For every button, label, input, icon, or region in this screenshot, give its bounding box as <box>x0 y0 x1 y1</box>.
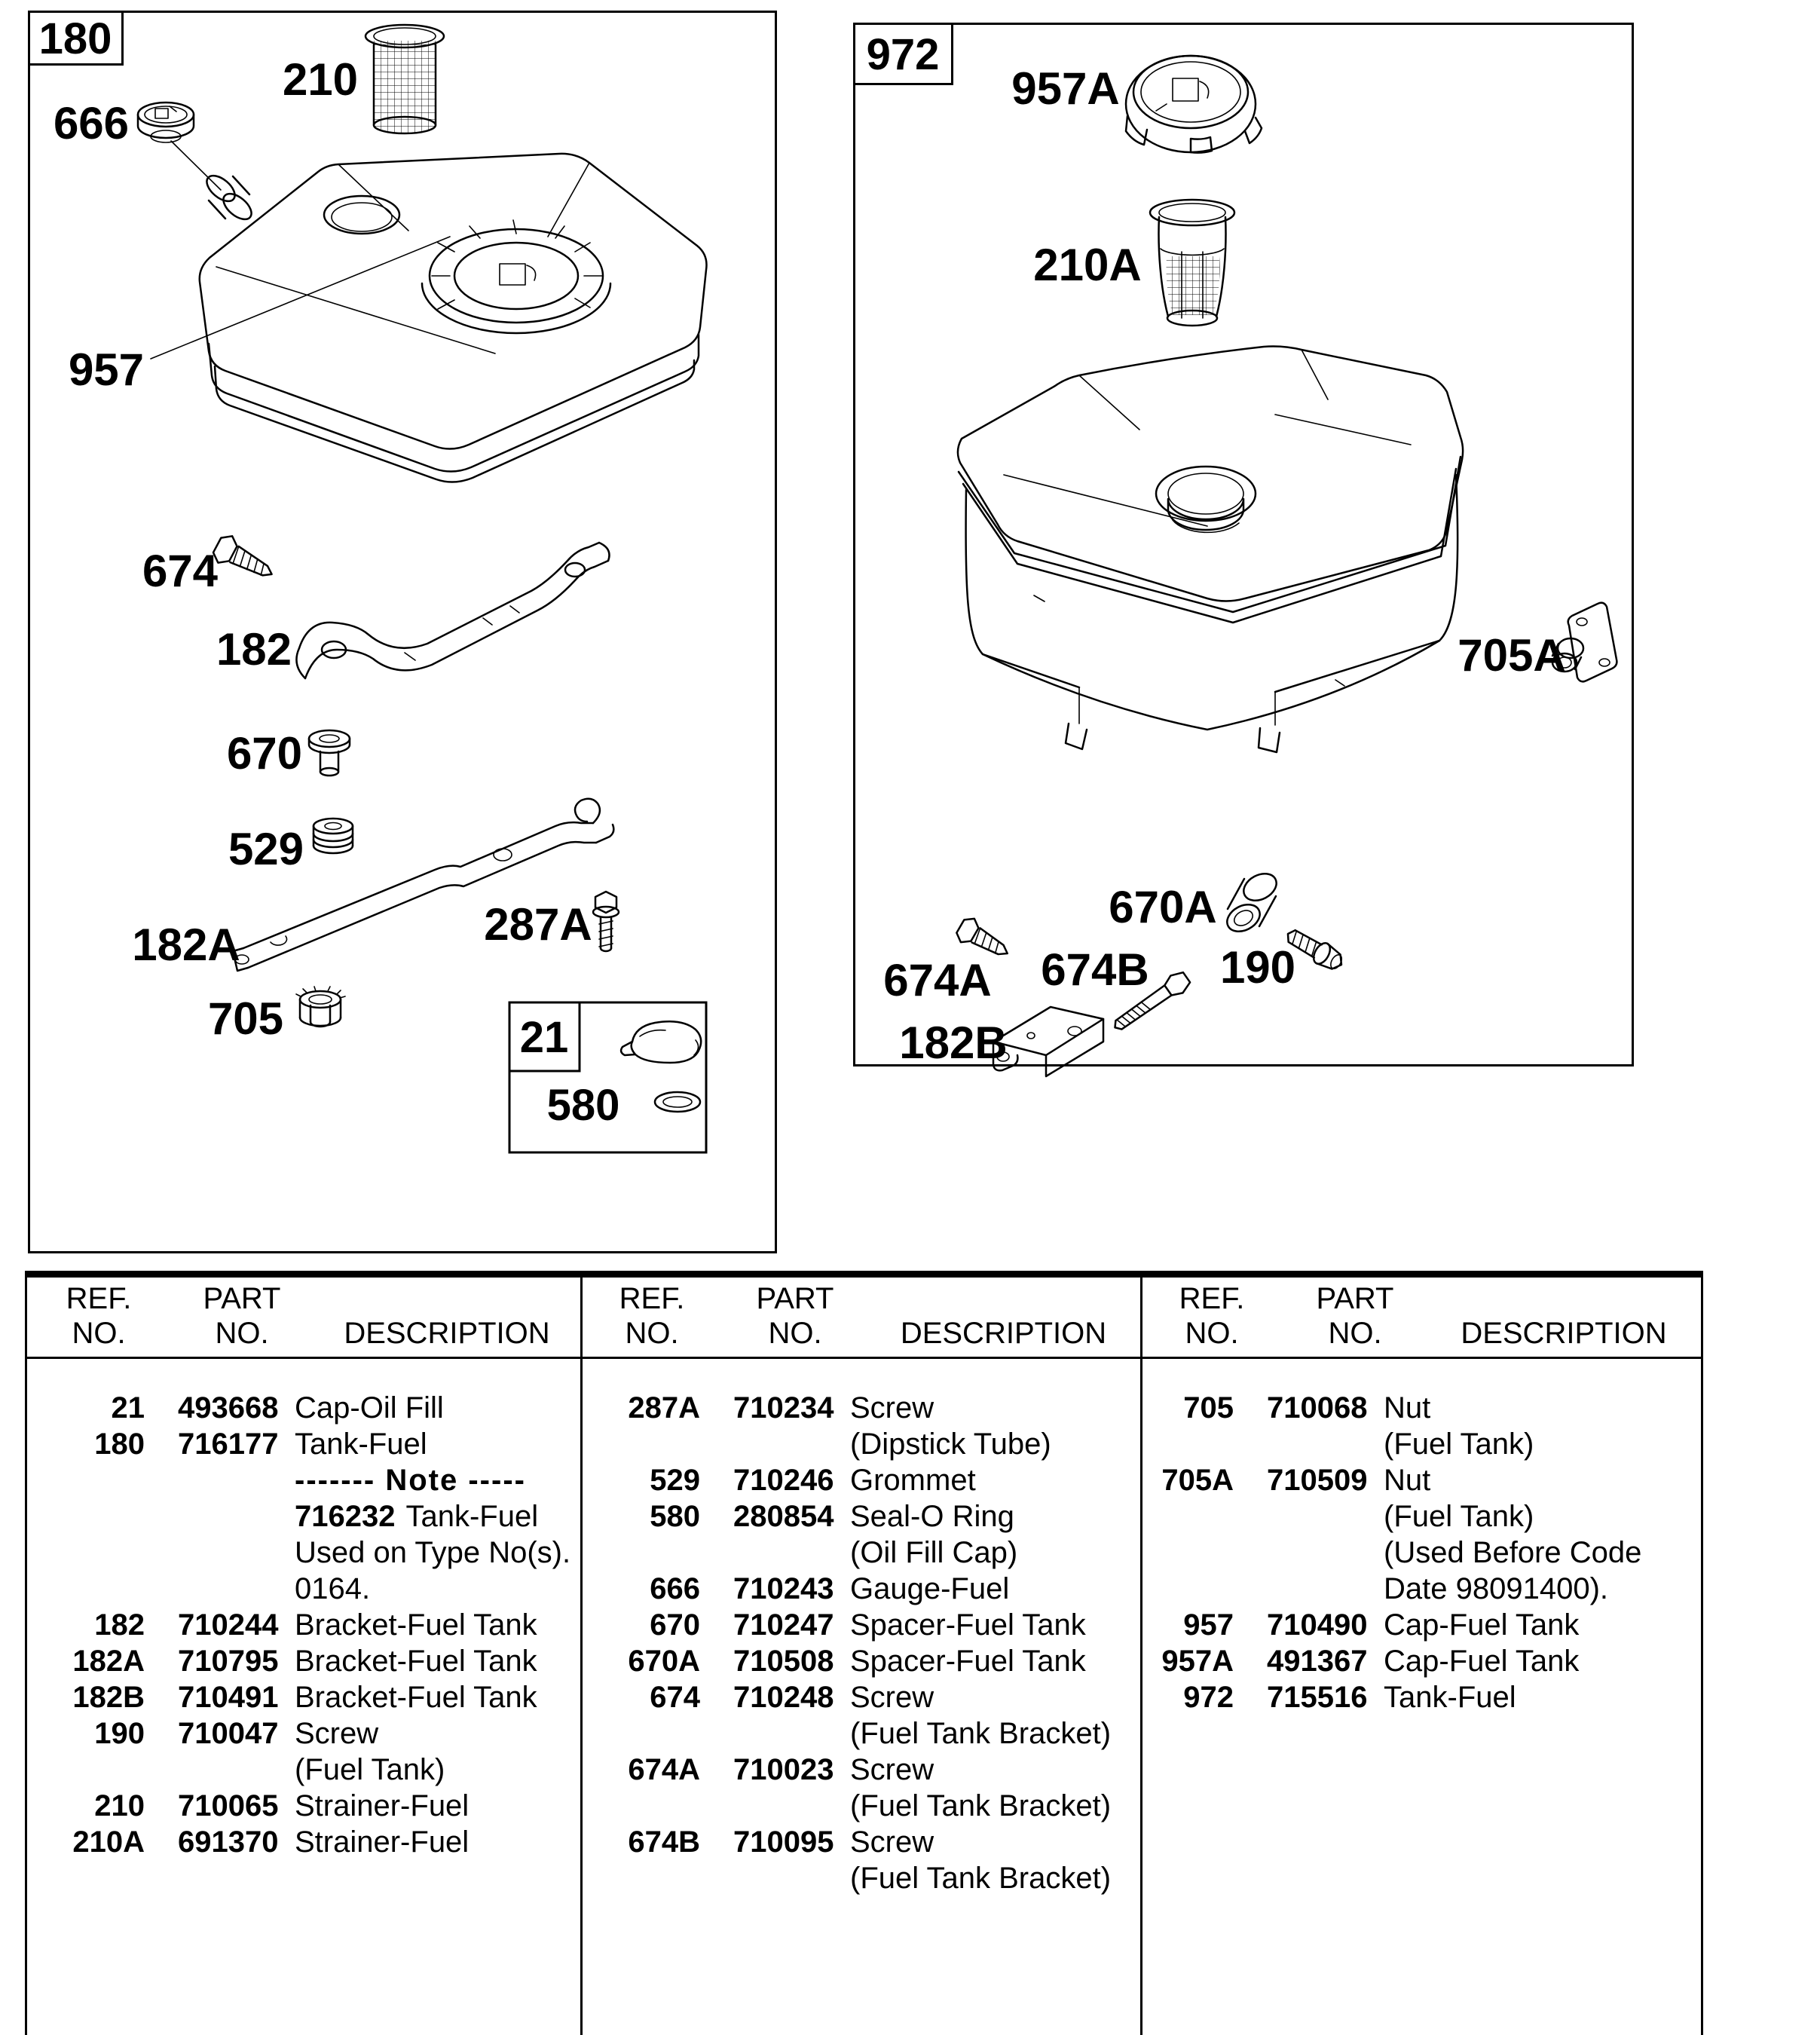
table-section-3 <box>1142 1390 1702 1715</box>
inset-box-21 <box>509 1002 706 1152</box>
parts-table <box>25 1271 1703 2035</box>
table-row <box>1142 1535 1702 1571</box>
label-210a: 210A <box>1033 240 1142 290</box>
table-row <box>27 1715 577 1752</box>
table-row <box>1142 1571 1702 1607</box>
ref-no: 210 <box>94 1789 145 1822</box>
description: Strainer-Fuel <box>295 1789 470 1822</box>
description: Bracket-Fuel Tank <box>295 1608 537 1642</box>
part-header: PART <box>1316 1282 1394 1315</box>
table-row <box>27 1788 577 1824</box>
description: Gauge-Fuel <box>850 1572 1010 1605</box>
label-190: 190 <box>1219 942 1296 993</box>
description: (Fuel Tank Bracket) <box>850 1862 1112 1895</box>
panel-ref-label: 180 <box>38 14 112 63</box>
table-row <box>583 1788 1137 1824</box>
ref-header: REF. <box>619 1282 685 1315</box>
part-no: 710065 <box>178 1789 279 1822</box>
table-row <box>583 1571 1137 1607</box>
table-row-note <box>27 1571 577 1607</box>
label-666: 666 <box>53 98 130 148</box>
ref-no: 210A <box>72 1825 145 1859</box>
table-header-row <box>27 1278 1701 1359</box>
part-no: 716177 <box>178 1428 279 1461</box>
description-header: DESCRIPTION <box>1461 1317 1667 1350</box>
table-row <box>1142 1390 1702 1426</box>
no-header: NO. <box>1185 1317 1239 1350</box>
description: Seal-O Ring <box>850 1500 1014 1533</box>
part-no: 491367 <box>1267 1645 1368 1678</box>
table-section-2 <box>583 1390 1137 1896</box>
note-text: ------- Note ----- <box>295 1464 526 1497</box>
description: Spacer-Fuel Tank <box>850 1645 1086 1678</box>
table-row <box>27 1390 577 1426</box>
table-row <box>27 1679 577 1715</box>
table-row <box>583 1860 1137 1896</box>
description: Strainer-Fuel <box>295 1825 470 1859</box>
description: 0164. <box>295 1572 371 1605</box>
description: Cap-Fuel Tank <box>1384 1608 1580 1642</box>
part-no: 710243 <box>733 1572 834 1605</box>
description: Screw <box>850 1681 934 1714</box>
table-row <box>583 1679 1137 1715</box>
label-670a: 670A <box>1109 882 1217 932</box>
label-957: 957 <box>68 344 145 395</box>
part-no: 710068 <box>1267 1391 1368 1424</box>
no-header: NO. <box>1328 1317 1382 1350</box>
ref-no: 972 <box>1183 1681 1234 1714</box>
no-header: NO. <box>625 1317 679 1350</box>
ref-no: 182B <box>72 1681 145 1714</box>
label-670: 670 <box>226 728 303 779</box>
description: (Dipstick Tube) <box>850 1428 1051 1461</box>
description: Cap-Fuel Tank <box>1384 1645 1580 1678</box>
nut-705-icon <box>296 987 345 1027</box>
description: (Fuel Tank) <box>1384 1500 1534 1533</box>
no-header: NO. <box>72 1317 126 1350</box>
diagram-panel-972 <box>853 23 1634 1066</box>
table-row <box>1142 1426 1702 1462</box>
ref-no: 705 <box>1183 1391 1234 1424</box>
table-row <box>583 1426 1137 1462</box>
no-header: NO. <box>768 1317 822 1350</box>
table-row <box>27 1426 577 1462</box>
table-row <box>583 1643 1137 1679</box>
table-row <box>583 1715 1137 1752</box>
table-row <box>27 1752 577 1788</box>
fuel-cap-957a-icon <box>1126 56 1262 153</box>
table-row <box>583 1824 1137 1860</box>
description: (Oil Fill Cap) <box>850 1536 1018 1569</box>
diagram-panel-180 <box>28 11 777 1256</box>
description: Screw <box>850 1391 934 1424</box>
part-no: 710234 <box>733 1391 834 1424</box>
ref-no: 674A <box>628 1753 700 1786</box>
part-no: 691370 <box>178 1825 279 1859</box>
part-no: 710246 <box>733 1464 834 1497</box>
spacer-670-icon <box>309 730 350 776</box>
grommet-529-icon <box>314 819 353 853</box>
description: Bracket-Fuel Tank <box>295 1681 537 1714</box>
part-no: 710047 <box>178 1717 279 1750</box>
no-header: NO. <box>215 1317 269 1350</box>
label-674b: 674B <box>1041 944 1149 995</box>
ref-no: 182 <box>94 1608 145 1642</box>
part-no: 710247 <box>733 1608 834 1642</box>
description: Tank-Fuel <box>1384 1681 1516 1714</box>
header-section <box>1140 1278 1701 1357</box>
description: Screw <box>850 1753 934 1786</box>
part-no: 493668 <box>178 1391 279 1424</box>
table-row <box>583 1535 1137 1571</box>
table-row-note <box>27 1535 577 1571</box>
part-header: PART <box>756 1282 834 1315</box>
screw-674-icon <box>210 532 279 588</box>
ref-no: 182A <box>72 1645 145 1678</box>
label-674a: 674A <box>883 955 992 1005</box>
part-no: 710023 <box>733 1753 834 1786</box>
fuel-gauge-icon <box>138 103 256 224</box>
ref-no: 670A <box>628 1645 700 1678</box>
table-row <box>27 1607 577 1643</box>
label-674: 674 <box>142 546 219 596</box>
table-row-note <box>27 1498 577 1535</box>
part-header: PART <box>203 1282 281 1315</box>
table-row <box>27 1824 577 1860</box>
part-no: 715516 <box>1267 1681 1368 1714</box>
ref-no: 957 <box>1183 1608 1234 1642</box>
table-row <box>1142 1679 1702 1715</box>
table-row <box>27 1643 577 1679</box>
ref-no: 180 <box>94 1428 145 1461</box>
header-section <box>580 1278 1140 1357</box>
label-705a: 705A <box>1458 630 1566 681</box>
table-row <box>583 1390 1137 1426</box>
part-no: 710095 <box>733 1825 834 1859</box>
ref-no: 674B <box>628 1825 700 1859</box>
ref-no: 670 <box>650 1608 700 1642</box>
ref-no: 705A <box>1161 1464 1234 1497</box>
table-row <box>1142 1607 1702 1643</box>
label-705: 705 <box>207 993 284 1044</box>
table-row <box>583 1752 1137 1788</box>
description: Tank-Fuel <box>405 1500 539 1533</box>
ref-no: 287A <box>628 1391 700 1424</box>
table-row <box>583 1607 1137 1643</box>
description: (Fuel Tank Bracket) <box>850 1789 1112 1822</box>
ref-header: REF. <box>1179 1282 1245 1315</box>
part-no: 710509 <box>1267 1464 1368 1497</box>
bracket-182-icon <box>296 543 609 678</box>
description: Tank-Fuel <box>295 1428 427 1461</box>
header-section <box>27 1278 580 1357</box>
description: Nut <box>1384 1391 1431 1424</box>
table-row-note <box>27 1462 577 1498</box>
description: (Fuel Tank Bracket) <box>850 1717 1112 1750</box>
table-row <box>583 1498 1137 1535</box>
label-287a: 287A <box>484 899 592 950</box>
o-ring-580-icon <box>655 1092 700 1112</box>
description: (Fuel Tank) <box>1384 1428 1534 1461</box>
label-182b: 182B <box>899 1017 1008 1068</box>
part-no: 710491 <box>178 1681 279 1714</box>
description: Screw <box>295 1717 379 1750</box>
ref-no: 580 <box>650 1500 700 1533</box>
alt-part-no: 716232 <box>295 1500 396 1533</box>
ref-no: 21 <box>111 1391 145 1424</box>
part-no: 710490 <box>1267 1608 1368 1642</box>
table-row <box>1142 1643 1702 1679</box>
ref-no: 957A <box>1161 1645 1234 1678</box>
ref-no: 666 <box>650 1572 700 1605</box>
description: Nut <box>1384 1464 1431 1497</box>
part-no: 710244 <box>178 1608 279 1642</box>
panel-ref-label: 972 <box>866 30 940 79</box>
part-no: 280854 <box>733 1500 834 1533</box>
ref-no: 190 <box>94 1717 145 1750</box>
part-no: 710248 <box>733 1681 834 1714</box>
note-part <box>295 1498 577 1535</box>
table-row <box>583 1462 1137 1498</box>
description: (Used Before Code <box>1384 1536 1642 1569</box>
label-580: 580 <box>546 1081 620 1130</box>
fuel-strainer-icon <box>366 25 444 133</box>
part-no: 710795 <box>178 1645 279 1678</box>
table-row <box>1142 1498 1702 1535</box>
label-529: 529 <box>228 824 304 874</box>
table-row <box>1142 1462 1702 1498</box>
fuel-tank-180-drawing <box>200 154 707 482</box>
description: Spacer-Fuel Tank <box>850 1608 1086 1642</box>
description: Bracket-Fuel Tank <box>295 1645 537 1678</box>
description: Grommet <box>850 1464 976 1497</box>
description-header: DESCRIPTION <box>900 1317 1107 1350</box>
screw-287a-icon <box>593 892 619 951</box>
label-21: 21 <box>519 1013 569 1062</box>
label-957a: 957A <box>1011 63 1120 114</box>
ref-header: REF. <box>66 1282 132 1315</box>
part-no: 710508 <box>733 1645 834 1678</box>
fuel-tank-972-drawing <box>958 347 1463 753</box>
ref-no: 529 <box>650 1464 700 1497</box>
oil-fill-cap-21-icon <box>621 1021 701 1063</box>
ref-no: 674 <box>650 1681 700 1714</box>
label-210: 210 <box>282 54 359 105</box>
description: Cap-Oil Fill <box>295 1391 444 1424</box>
description: (Fuel Tank) <box>295 1753 445 1786</box>
table-section-1 <box>27 1390 577 1860</box>
fuel-strainer-210a-icon <box>1150 200 1234 326</box>
label-182: 182 <box>216 624 292 675</box>
description-header: DESCRIPTION <box>344 1317 550 1350</box>
spacer-670a-icon <box>1222 868 1281 937</box>
description: Date 98091400). <box>1384 1572 1609 1605</box>
label-182a: 182A <box>132 920 240 970</box>
description: Screw <box>850 1825 934 1859</box>
description: Used on Type No(s). <box>295 1536 571 1569</box>
